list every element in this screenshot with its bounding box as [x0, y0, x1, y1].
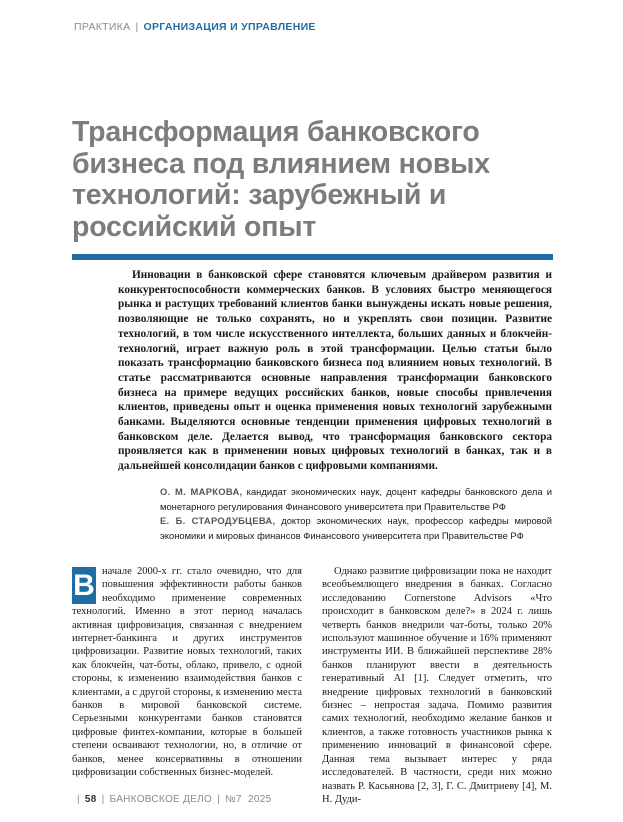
rubric-label: ОРГАНИЗАЦИЯ И УПРАВЛЕНИЕ	[143, 21, 316, 33]
journal-name: БАНКОВСКОЕ ДЕЛО	[109, 794, 213, 805]
body-column-left	[72, 565, 302, 780]
author-description: доктор экономических наук, профессор кафедры мировой экономики и мировых финансов Финансового университета при Правительстве РФ	[160, 515, 552, 541]
header-separator: |	[135, 21, 139, 33]
issue-number: №7	[224, 794, 242, 805]
footer-separator: |	[101, 794, 105, 805]
author-name: О. М. МАРКОВА,	[160, 486, 243, 497]
footer-separator: |	[77, 794, 80, 805]
article-title: Трансформация банковского бизнеса под влиянием новых технологий: зарубежный и российский опыт	[72, 116, 490, 243]
drop-cap: В	[73, 569, 95, 602]
author-info	[160, 485, 552, 514]
author-info	[160, 514, 552, 543]
article-abstract: Инновации в банковской сфере становятся ключевым драйвером развития и конкурентоспособности коммерческих банков. В условиях быстро меняющегося рынка и растущих требований клиентов банки вынуждены искать новые решения, позволяющие не только сохранять, но и укреплять свои позиции. Развитие технологий, в том числе искусственного интеллекта, больших данных и блокчейн-технологий, играет важную роль в этой трансформации. Целью статьи было показать трансформацию банковского бизнеса под влиянием новых технологий. В статье рассматриваются основные направления трансформации банковского бизнеса на примере ведущих российских банков, новые способы привлечения клиентов, приведены опыт и оценка применения новых технологий зарубежными банками. Выделяются основные тенденции применения цифровых технологий в банковском деле. Делается вывод, что трансформация банковского сектора проявляется как в применении новых цифровых технологий в банках, так и в дальнейшей консолидации банков с цифровыми компаниями.	[118, 269, 552, 473]
author-description: кандидат экономических наук, доцент кафедры банковского дела и монетарного регулирования Финансового университета при Правительстве РФ	[160, 486, 552, 512]
body-column-right	[322, 565, 552, 806]
author-name: Е. Б. СТАРОДУБЦЕВА,	[160, 515, 276, 526]
body-paragraph: Однако развитие цифровизации пока не находит всеобъемлющего внедрения в банках. Согласно исследованию Cornerstone Advisors «Что происходит в банковском деле?» в 2024 г. лишь четверть банков внедрили чат-боты, только 20% используют машинное обучение и 16% применяют инструменты ИИ. В ближайшей перспективе 28% банков планируют ввести в деятельность генеративный AI [1]. Следует отметить, что внедрение цифровых технологий в банковский бизнес – непростая задача. Помимо развития самих технологий, необходимо желание банков и клиентов, а также готовность участников рынка к применению инноваций в финансовой сфере. Данная тема вызывает интерес у ряда исследователей. В частности, среди них можно назвать Р. Касьянова [2, 3], Г. С. Дмитриеву [4], М. Н. Дуди-	[322, 566, 552, 805]
footer-separator: |	[217, 794, 220, 805]
page-number: 58	[84, 794, 97, 805]
running-header	[74, 21, 316, 33]
title-divider	[72, 254, 553, 260]
body-paragraph: начале 2000-х гг. стало очевидно, что для повышения эффективности работы банков необходимо применение современных технологий. Именно в этот период началась активная цифровизация, связанная с внедрением интернет-банкинга и других инструментов цифровизации. Развитие новых технологий, таких как блокчейн, чат-боты, облако, привело, с одной стороны, к изменению взаимодействия банков с клиентами, а с другой стороны, к изменению места банков в мировой банковской системе. Серьезными конкурентами банков становятся цифровые финтех-компании, которые в большей степени осваивают технологии, но, в отличие от банков, менее консервативны в отношении цифровизации собственных бизнес-моделей.	[72, 566, 302, 779]
page-footer	[72, 794, 271, 805]
issue-year: 2025	[248, 794, 272, 805]
section-label: ПРАКТИКА	[74, 21, 131, 33]
